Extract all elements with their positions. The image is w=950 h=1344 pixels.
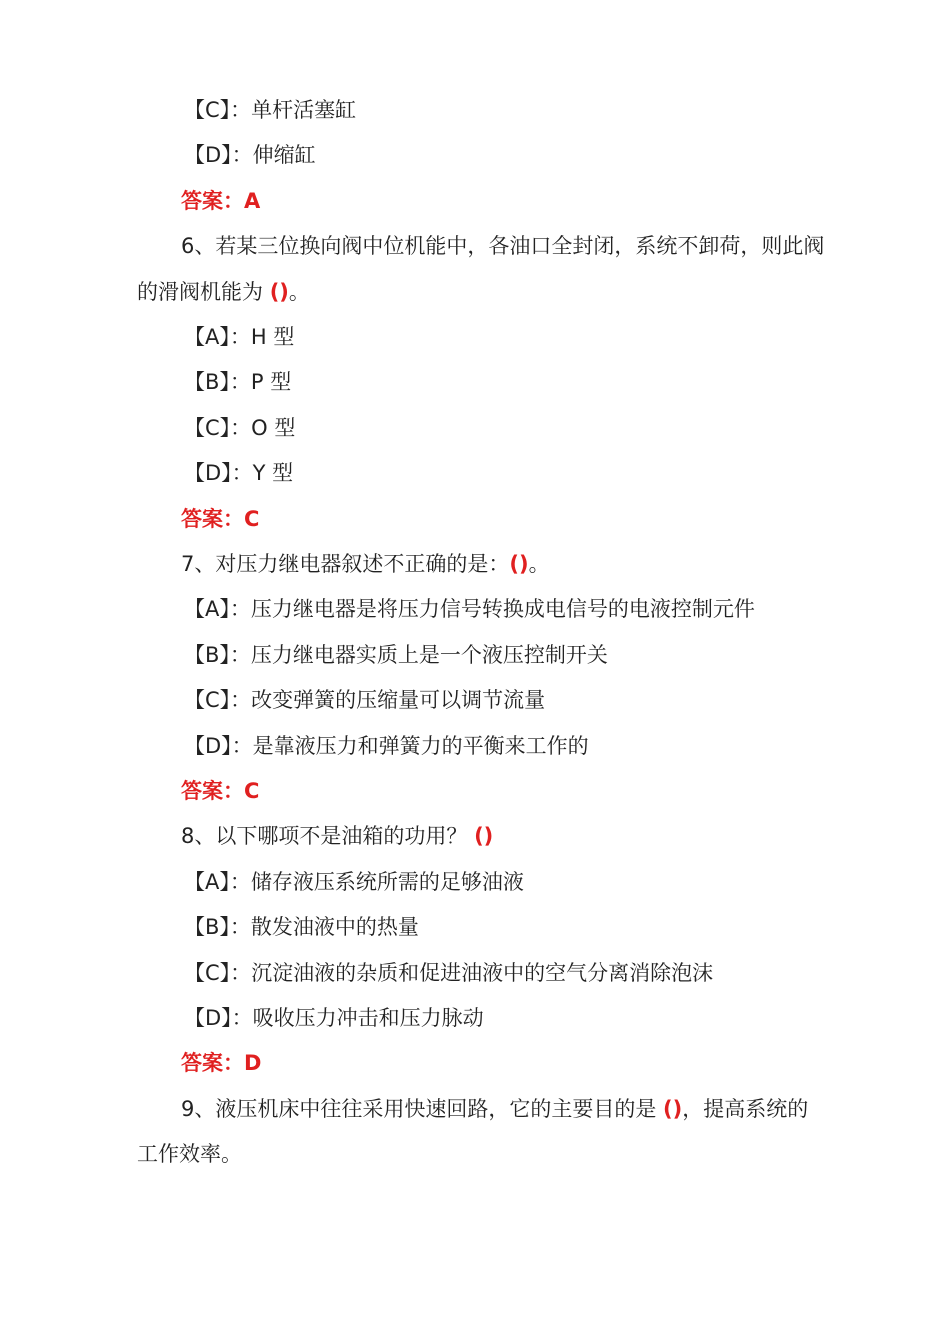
q6-option-d: 【D】：Y 型 <box>184 461 294 485</box>
q6-text-line2-body: 的滑阀机能为 <box>137 280 263 304</box>
q6-answer: 答案：C <box>181 507 260 531</box>
q7-answer: 答案：C <box>181 779 260 803</box>
q8-option-c: 【C】：沉淀油液的杂质和促进油液中的空气分离消除泡沫 <box>184 961 714 985</box>
q5-option-d: 【D】：伸缩缸 <box>184 143 316 167</box>
q9-text-line2: 工作效率。 <box>137 1142 242 1166</box>
q6-blank: () <box>269 280 289 304</box>
q7-option-d: 【D】：是靠液压力和弹簧力的平衡来工作的 <box>184 734 589 758</box>
q5-answer: 答案：A <box>181 189 261 213</box>
q7-option-a: 【A】：压力继电器是将压力信号转换成电信号的电液控制元件 <box>184 597 755 621</box>
q7-option-c: 【C】：改变弹簧的压缩量可以调节流量 <box>184 688 546 712</box>
q7-option-b: 【B】：压力继电器实质上是一个液压控制开关 <box>184 643 608 667</box>
q8-option-a: 【A】：储存液压系统所需的足够油液 <box>184 870 524 894</box>
q8-option-b: 【B】：散发油液中的热量 <box>184 915 419 939</box>
q8-text-body: 8、以下哪项不是油箱的功用？ <box>181 824 468 848</box>
q9-text-body: 9、液压机床中往往采用快速回路，它的主要目的是 <box>181 1097 657 1121</box>
q9-text-line1 <box>181 1094 808 1124</box>
q8-text <box>181 821 493 851</box>
q7-text <box>181 549 550 579</box>
q6-text-line2 <box>137 277 310 307</box>
q6-option-c: 【C】：O 型 <box>184 416 296 440</box>
q9-tail: ，提高系统的 <box>682 1097 809 1121</box>
q7-tail: 。 <box>528 552 550 576</box>
q5-option-c: 【C】：单杆活塞缸 <box>184 98 357 122</box>
q8-answer: 答案：D <box>181 1051 262 1075</box>
q9-blank: () <box>663 1097 683 1121</box>
q7-text-body: 7、对压力继电器叙述不正确的是： <box>181 552 510 576</box>
q6-tail: 。 <box>288 280 310 304</box>
q7-blank: () <box>509 552 529 576</box>
q6-text-line1: 6、若某三位换向阀中位机能中，各油口全封闭，系统不卸荷，则此阀 <box>181 234 825 258</box>
q8-blank: () <box>474 824 494 848</box>
q8-option-d: 【D】：吸收压力冲击和压力脉动 <box>184 1006 484 1030</box>
q6-option-b: 【B】：P 型 <box>184 370 292 394</box>
q6-option-a: 【A】：H 型 <box>184 325 295 349</box>
